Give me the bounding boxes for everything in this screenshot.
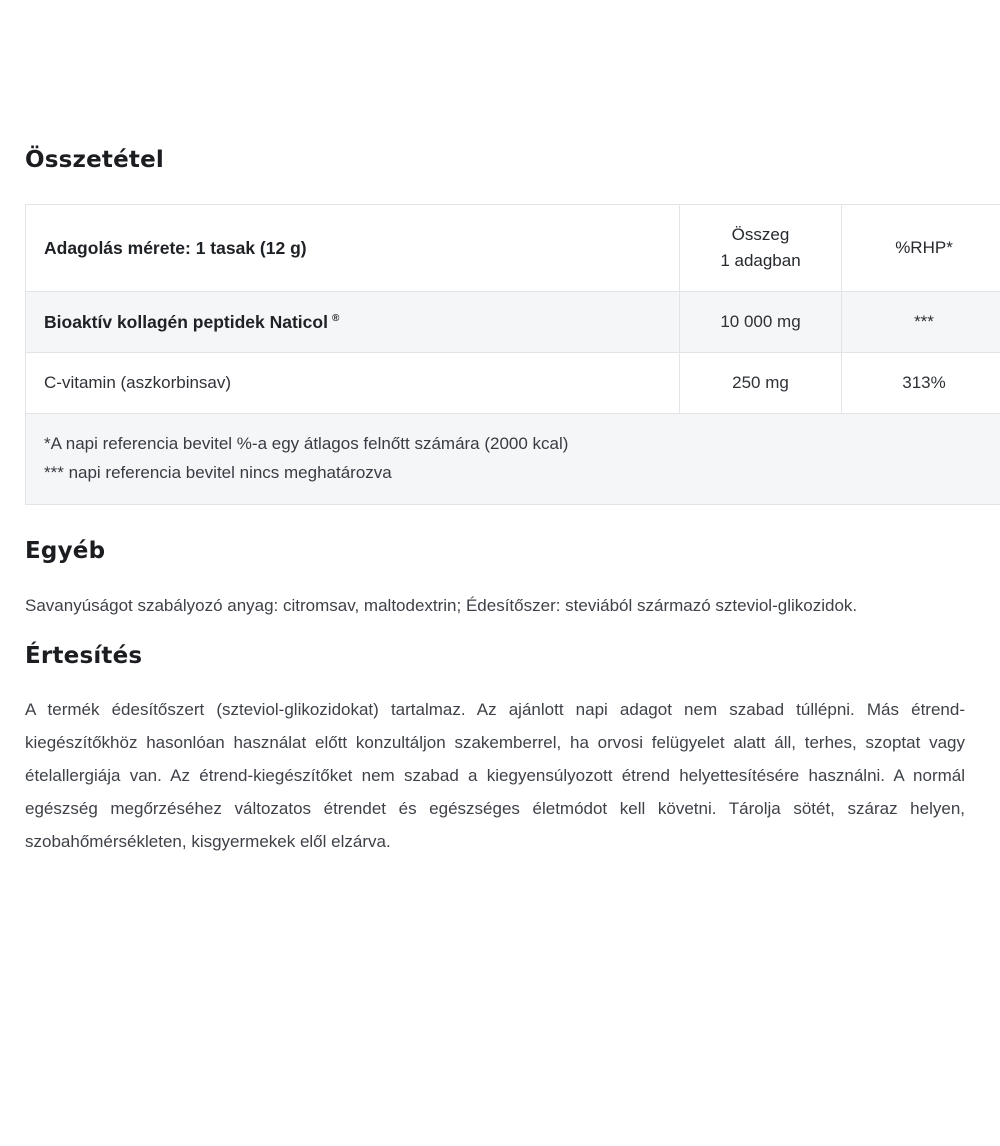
composition-heading: Összetétel (25, 146, 965, 174)
table-header-row (26, 205, 1000, 292)
section-notice (25, 642, 965, 858)
notice-text: A termék édesítőszert (szteviol-glikozidokat) tartalmaz. Az ajánlott napi adagot nem szabad túllépni. Más étrend-kiegészítőkhöz hasonlóan használat előtt konzultáljon szakemberrel, ha orvosi felügyelet alatt áll, terhes, szoptat vagy ételallergiája van. Az étrend-kiegészítőket nem szabad a kiegyensúlyozott étrend helyettesítésére használni. A normál egészség megőrzéséhez változatos étrendet és egészséges életmódot kell követni. Tárolja sötét, száraz helyen, szobahőmérsékleten, kisgyermekek elől elzárva. (25, 693, 965, 858)
rhp-header: %RHP* (842, 205, 1000, 292)
serving-size-header: Adagolás mérete: 1 tasak (12 g) (26, 205, 680, 292)
table-row (26, 353, 1000, 414)
amount-per-serving-header (680, 205, 842, 292)
section-composition (25, 146, 965, 505)
footnote-undefined: *** napi referencia bevitel nincs meghatározva (44, 458, 988, 487)
composition-table (25, 204, 1000, 505)
table-footnotes-row (26, 414, 1000, 505)
other-heading: Egyéb (25, 537, 965, 565)
ingredient-name: C-vitamin (aszkorbinsav) (44, 373, 231, 392)
ingredient-rhp-cell: *** (842, 292, 1000, 353)
amount-header-line2: 1 adagban (720, 251, 800, 270)
notice-heading: Értesítés (25, 642, 965, 670)
footnote-rhp: *A napi referencia bevitel %-a egy átlagos felnőtt számára (2000 kcal) (44, 429, 988, 458)
ingredient-rhp-cell: 313% (842, 353, 1000, 414)
ingredient-amount-cell: 250 mg (680, 353, 842, 414)
ingredient-name-cell (26, 353, 680, 414)
table-row (26, 292, 1000, 353)
ingredient-name-cell (26, 292, 680, 353)
section-other (25, 537, 965, 622)
supplement-info-page (0, 146, 1000, 858)
ingredient-name: Bioaktív kollagén peptidek Naticol (44, 312, 328, 332)
ingredient-amount-cell: 10 000 mg (680, 292, 842, 353)
amount-header-line1: Összeg (732, 225, 790, 244)
registered-trademark-icon: ® (332, 313, 339, 324)
footnotes-cell (26, 414, 1000, 505)
other-text: Savanyúságot szabályozó anyag: citromsav, maltodextrin; Édesítőszer: steviából származó szteviol-glikozidok. (25, 589, 965, 622)
